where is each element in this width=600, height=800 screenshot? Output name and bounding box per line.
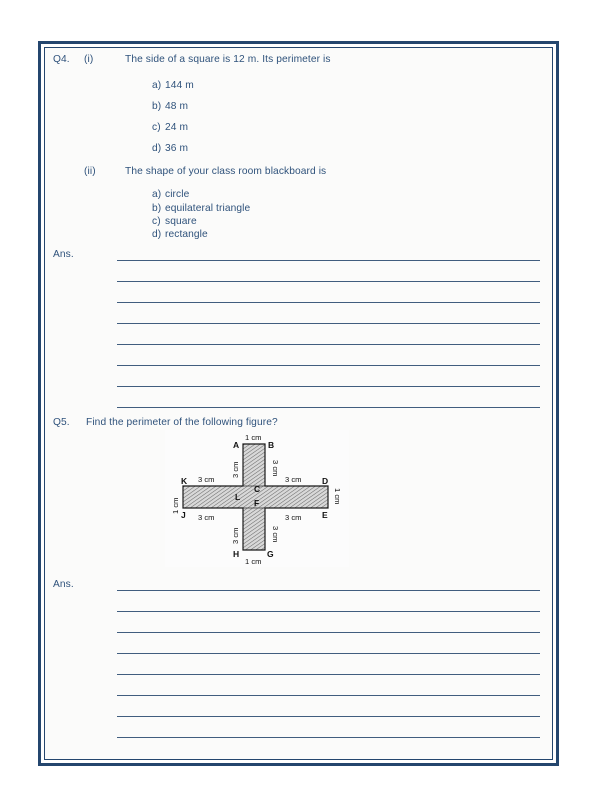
answer-line[interactable] <box>117 716 540 717</box>
vertex-label-B: B <box>268 440 275 450</box>
answer-label-q4: Ans. <box>53 249 74 260</box>
question-number-q4: Q4. <box>53 54 70 65</box>
dim-right-end: 1 cm <box>333 488 342 505</box>
dim-lower-left-arm: 3 cm <box>198 513 215 522</box>
q4-ii-option-b-text[interactable]: equilateral triangle <box>165 203 251 214</box>
vertex-label-J: J <box>181 510 186 520</box>
vertex-label-D: D <box>322 476 329 486</box>
question-q4-i-prompt: The side of a square is 12 m. Its perimeter is <box>125 54 331 65</box>
answer-line[interactable] <box>117 386 540 387</box>
cross-polygon <box>183 444 328 550</box>
vertex-label-H: H <box>233 549 240 559</box>
dim-left-end: 1 cm <box>171 497 180 514</box>
answer-line[interactable] <box>117 365 540 366</box>
answer-line[interactable] <box>117 407 540 408</box>
question-number-q5: Q5. <box>53 417 70 428</box>
answer-line[interactable] <box>117 302 540 303</box>
vertex-label-L: L <box>235 492 241 502</box>
dim-bottom: 1 cm <box>245 557 262 566</box>
q4-ii-option-c-text[interactable]: square <box>165 216 197 227</box>
q4-i-option-c-text[interactable]: 24 m <box>165 122 189 133</box>
q4-i-option-d-text[interactable]: 36 m <box>165 143 189 154</box>
vertex-label-F: F <box>254 498 260 508</box>
answer-label-q5: Ans. <box>53 579 74 590</box>
q4-i-option-a-text[interactable]: 144 m <box>165 80 194 91</box>
dim-upper-right-arm: 3 cm <box>285 475 302 484</box>
question-part-roman-ii: (ii) <box>84 166 96 177</box>
vertex-label-E: E <box>322 510 328 520</box>
cross-figure-svg <box>165 430 349 567</box>
q4-ii-option-a-text[interactable]: circle <box>165 189 190 200</box>
q4-ii-option-b-letter[interactable]: b) <box>152 203 162 214</box>
cross-figure <box>165 430 349 567</box>
vertex-label-G: G <box>267 549 274 559</box>
vertex-label-C: C <box>254 484 261 494</box>
answer-line[interactable] <box>117 611 540 612</box>
dim-bottom-right-side: 3 cm <box>271 526 280 543</box>
question-part-roman-i: (i) <box>84 54 94 65</box>
dim-lower-right-arm: 3 cm <box>285 513 302 522</box>
q4-ii-option-c-letter[interactable]: c) <box>152 216 161 227</box>
dim-top-left-side: 3 cm <box>231 461 240 478</box>
answer-line[interactable] <box>117 260 540 261</box>
q4-ii-option-a-letter[interactable]: a) <box>152 189 162 200</box>
dim-top-right-side: 3 cm <box>271 460 280 477</box>
q4-i-option-b-text[interactable]: 48 m <box>165 101 189 112</box>
dim-bottom-left-side: 3 cm <box>231 527 240 544</box>
q4-i-option-a-letter[interactable]: a) <box>152 80 162 91</box>
answer-line[interactable] <box>117 674 540 675</box>
answer-line[interactable] <box>117 323 540 324</box>
question-q5-prompt: Find the perimeter of the following figure? <box>86 417 278 428</box>
answer-line[interactable] <box>117 632 540 633</box>
answer-line[interactable] <box>117 281 540 282</box>
answer-line[interactable] <box>117 344 540 345</box>
answer-line[interactable] <box>117 695 540 696</box>
answer-line[interactable] <box>117 590 540 591</box>
q4-i-option-b-letter[interactable]: b) <box>152 101 162 112</box>
q4-i-option-d-letter[interactable]: d) <box>152 143 162 154</box>
q4-ii-option-d-text[interactable]: rectangle <box>165 229 208 240</box>
vertex-label-A: A <box>233 440 240 450</box>
answer-line[interactable] <box>117 737 540 738</box>
page-content <box>45 48 552 759</box>
q4-ii-option-d-letter[interactable]: d) <box>152 229 162 240</box>
dim-upper-left-arm: 3 cm <box>198 475 215 484</box>
dim-top: 1 cm <box>245 433 262 442</box>
q4-i-option-c-letter[interactable]: c) <box>152 122 161 133</box>
vertex-label-K: K <box>181 476 188 486</box>
question-q4-ii-prompt: The shape of your class room blackboard is <box>125 166 327 177</box>
answer-line[interactable] <box>117 653 540 654</box>
